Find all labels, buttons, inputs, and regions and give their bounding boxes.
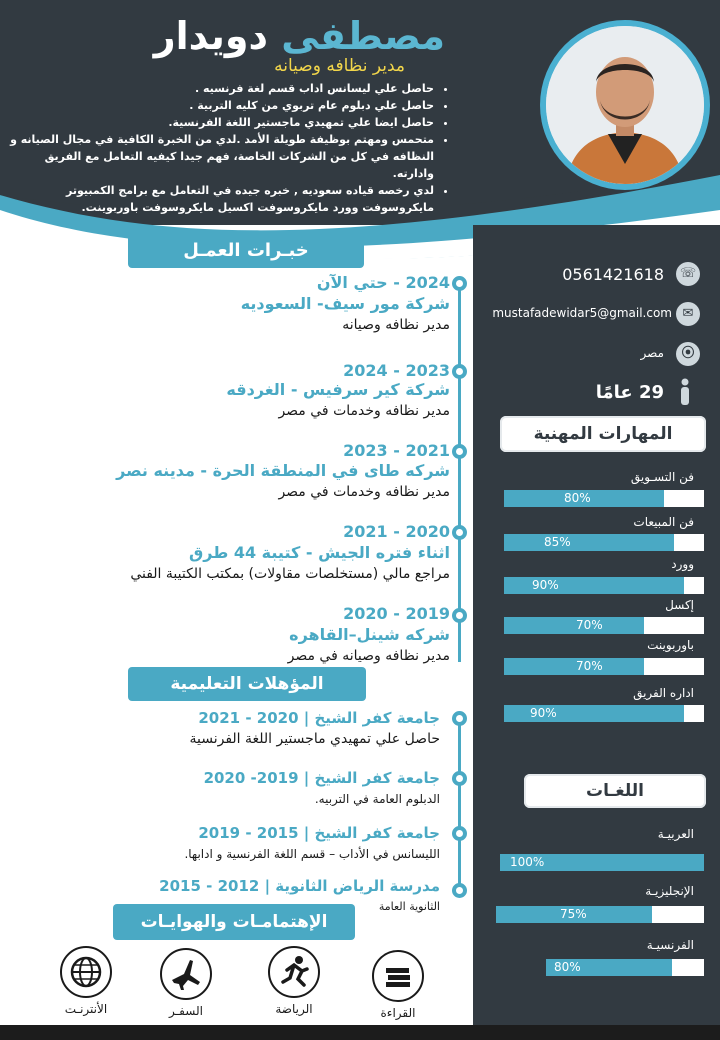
person-icon (678, 378, 692, 410)
profile-photo (540, 20, 710, 190)
language-label: الإنجليزيـة (645, 884, 694, 898)
education-desc: الثانوية العامة (378, 900, 440, 913)
skill-bar (504, 658, 704, 675)
timeline-dot (452, 444, 467, 459)
skill-label: باوربوينت (647, 638, 694, 652)
experience-role: مدير نظافه وصيانه في مصر (287, 648, 450, 664)
summary-list (4, 80, 450, 216)
timeline-dot (452, 711, 467, 726)
summary-item: • حاصل علي دبلوم عام تربوي من كليه التربية . (4, 97, 434, 114)
skill-bar (504, 705, 704, 722)
experience-company: شركه طاى في المنطقة الحرة - مدينه نصر (116, 461, 450, 480)
skill-label: إكسل (665, 598, 694, 612)
experience-section-title: خبـرات العمـل (128, 234, 364, 268)
skill-label: فن المبيعات (633, 515, 694, 529)
timeline-dot (452, 771, 467, 786)
job-title: مدير نظافه وصيانه (274, 56, 405, 76)
languages-section-title: اللغـات (524, 774, 706, 808)
summary-item: • لدي رخصه قياده سعوديه , خبره جيده في التعامل مع برامج الكمبيوتر مايكروسوفت وورد مايكروسوفت اكسيل مايكروسوفت باوربوينت. (4, 182, 434, 216)
timeline-dot (452, 883, 467, 898)
skill-bar-fill (504, 658, 644, 675)
language-bar (546, 959, 704, 976)
email-address[interactable]: mustafadewidar5@gmail.com (492, 306, 672, 320)
experience-role: مدير نظافه وخدمات في مصر (278, 484, 450, 500)
language-bar (500, 854, 704, 871)
hobby-sport (258, 946, 330, 1016)
experience-role: مدير نظافه وخدمات في مصر (278, 403, 450, 419)
education-title: مدرسة الرياض الثانوية | 2012 - 2015 (159, 877, 440, 895)
skill-percent: 70% (576, 659, 603, 673)
skill-percent: 90% (532, 578, 559, 592)
experience-company: شركه شينل–القاهره (289, 625, 450, 644)
skill-bar (504, 490, 704, 507)
running-icon (268, 946, 320, 998)
last-name: دويدار (153, 14, 268, 58)
education-desc: الليسانس في الأداب – قسم اللغة الفرنسية و ادابها. (184, 847, 440, 861)
timeline-dot (452, 826, 467, 841)
person-name (154, 14, 445, 58)
experience-role: مراجع مالي (مستخلصات مقاولات) بمكتب الكتيبة الفني (130, 566, 450, 582)
skill-label: فن التسـويق (630, 470, 694, 484)
summary-item: • متحمس ومهتم بوظيفة طويلة الأمد .لدي من الخبرة الكافية في مجال الصيانه و النظافه في كل من الشركات الخاصة، فهم جيدا كيفيه التعامل مع الفريق وادارته. (4, 131, 434, 182)
language-label: الفرنسيـة (646, 938, 694, 952)
timeline-dot (452, 364, 467, 379)
experience-company: اثناء فتره الجيش - كتيبة 44 طرق (188, 543, 450, 562)
experience-dates: 2024 - حتي الآن (316, 273, 450, 292)
person-portrait-icon (546, 26, 704, 184)
phone-number[interactable]: 0561421618 (562, 265, 664, 284)
timeline-dot (452, 525, 467, 540)
hobby-label: السفـر (169, 1004, 203, 1018)
location-pin-icon: ⦿ (676, 342, 700, 366)
summary-item: • حاصل ايضا علي تمهيدي ماجستير اللغة الفرنسية. (4, 114, 434, 131)
mail-icon: ✉ (676, 302, 700, 326)
language-percent: 80% (554, 960, 581, 974)
experience-dates: 2021 - 2023 (343, 441, 450, 460)
hobby-label: القراءة (380, 1006, 416, 1020)
language-percent: 100% (510, 855, 545, 869)
skill-percent: 80% (564, 491, 591, 505)
age-text: 29 عامًا (595, 382, 664, 403)
language-bar (496, 906, 704, 923)
skills-section-title: المهارات المهنية (500, 416, 706, 452)
skill-bar-fill (504, 617, 644, 634)
experience-dates: 2023 - 2024 (343, 361, 450, 380)
language-percent: 75% (560, 907, 587, 921)
bottom-strip (0, 1025, 720, 1040)
hobby-travel (150, 948, 222, 1018)
books-icon (372, 950, 424, 1002)
timeline-dot (452, 608, 467, 623)
globe-icon (60, 946, 112, 998)
skill-label: اداره الفريق (633, 686, 694, 700)
skill-percent: 70% (576, 618, 603, 632)
skill-percent: 90% (530, 706, 557, 720)
profile-photo-image (546, 26, 704, 184)
airplane-icon (160, 948, 212, 1000)
skill-percent: 85% (544, 535, 571, 549)
experience-company: شركة كير سرفيس - الغردقه (226, 380, 450, 399)
language-label: العربيـة (657, 827, 694, 841)
skill-bar (504, 577, 704, 594)
education-desc: الدبلوم العامة في التربيه. (314, 792, 440, 806)
education-section-title: المؤهلات التعليمية (128, 667, 366, 701)
hobbies-section-title: الإهتمامـات والهوايـات (113, 904, 355, 940)
first-name: مصطفى (281, 14, 445, 58)
skill-bar (504, 534, 704, 551)
skill-bar (504, 617, 704, 634)
summary-item: • حاصل علي ليسانس اداب قسم لغة فرنسيه . (4, 80, 434, 97)
education-desc: حاصل علي تمهيدي ماجستير اللغة الفرنسية (189, 731, 440, 747)
experience-role: مدير نظافه وصيانه (342, 317, 450, 333)
phone-icon: ☏ (676, 262, 700, 286)
experience-dates: 2020 - 2021 (343, 522, 450, 541)
location-text: مصر (640, 346, 664, 360)
education-title: جامعة كفر الشيخ | 2019- 2020 (203, 769, 440, 787)
education-title: جامعة كفر الشيخ | 2015 - 2019 (198, 824, 440, 842)
experience-timeline (458, 280, 461, 662)
hobby-reading (362, 950, 434, 1020)
education-timeline (458, 715, 461, 890)
skill-bar-fill (504, 534, 674, 551)
skill-label: وورد (671, 557, 694, 571)
hobby-label: الرياضة (275, 1002, 313, 1016)
skill-bar-fill (504, 577, 684, 594)
hobby-label: الأنترنـت (64, 1002, 108, 1016)
education-title: جامعة كفر الشيخ | 2020 - 2021 (198, 709, 440, 727)
hobby-internet (46, 946, 126, 1016)
timeline-dot (452, 276, 467, 291)
experience-company: شركة مور سيف- السعوديه (240, 294, 450, 313)
experience-dates: 2019 - 2020 (343, 604, 450, 623)
